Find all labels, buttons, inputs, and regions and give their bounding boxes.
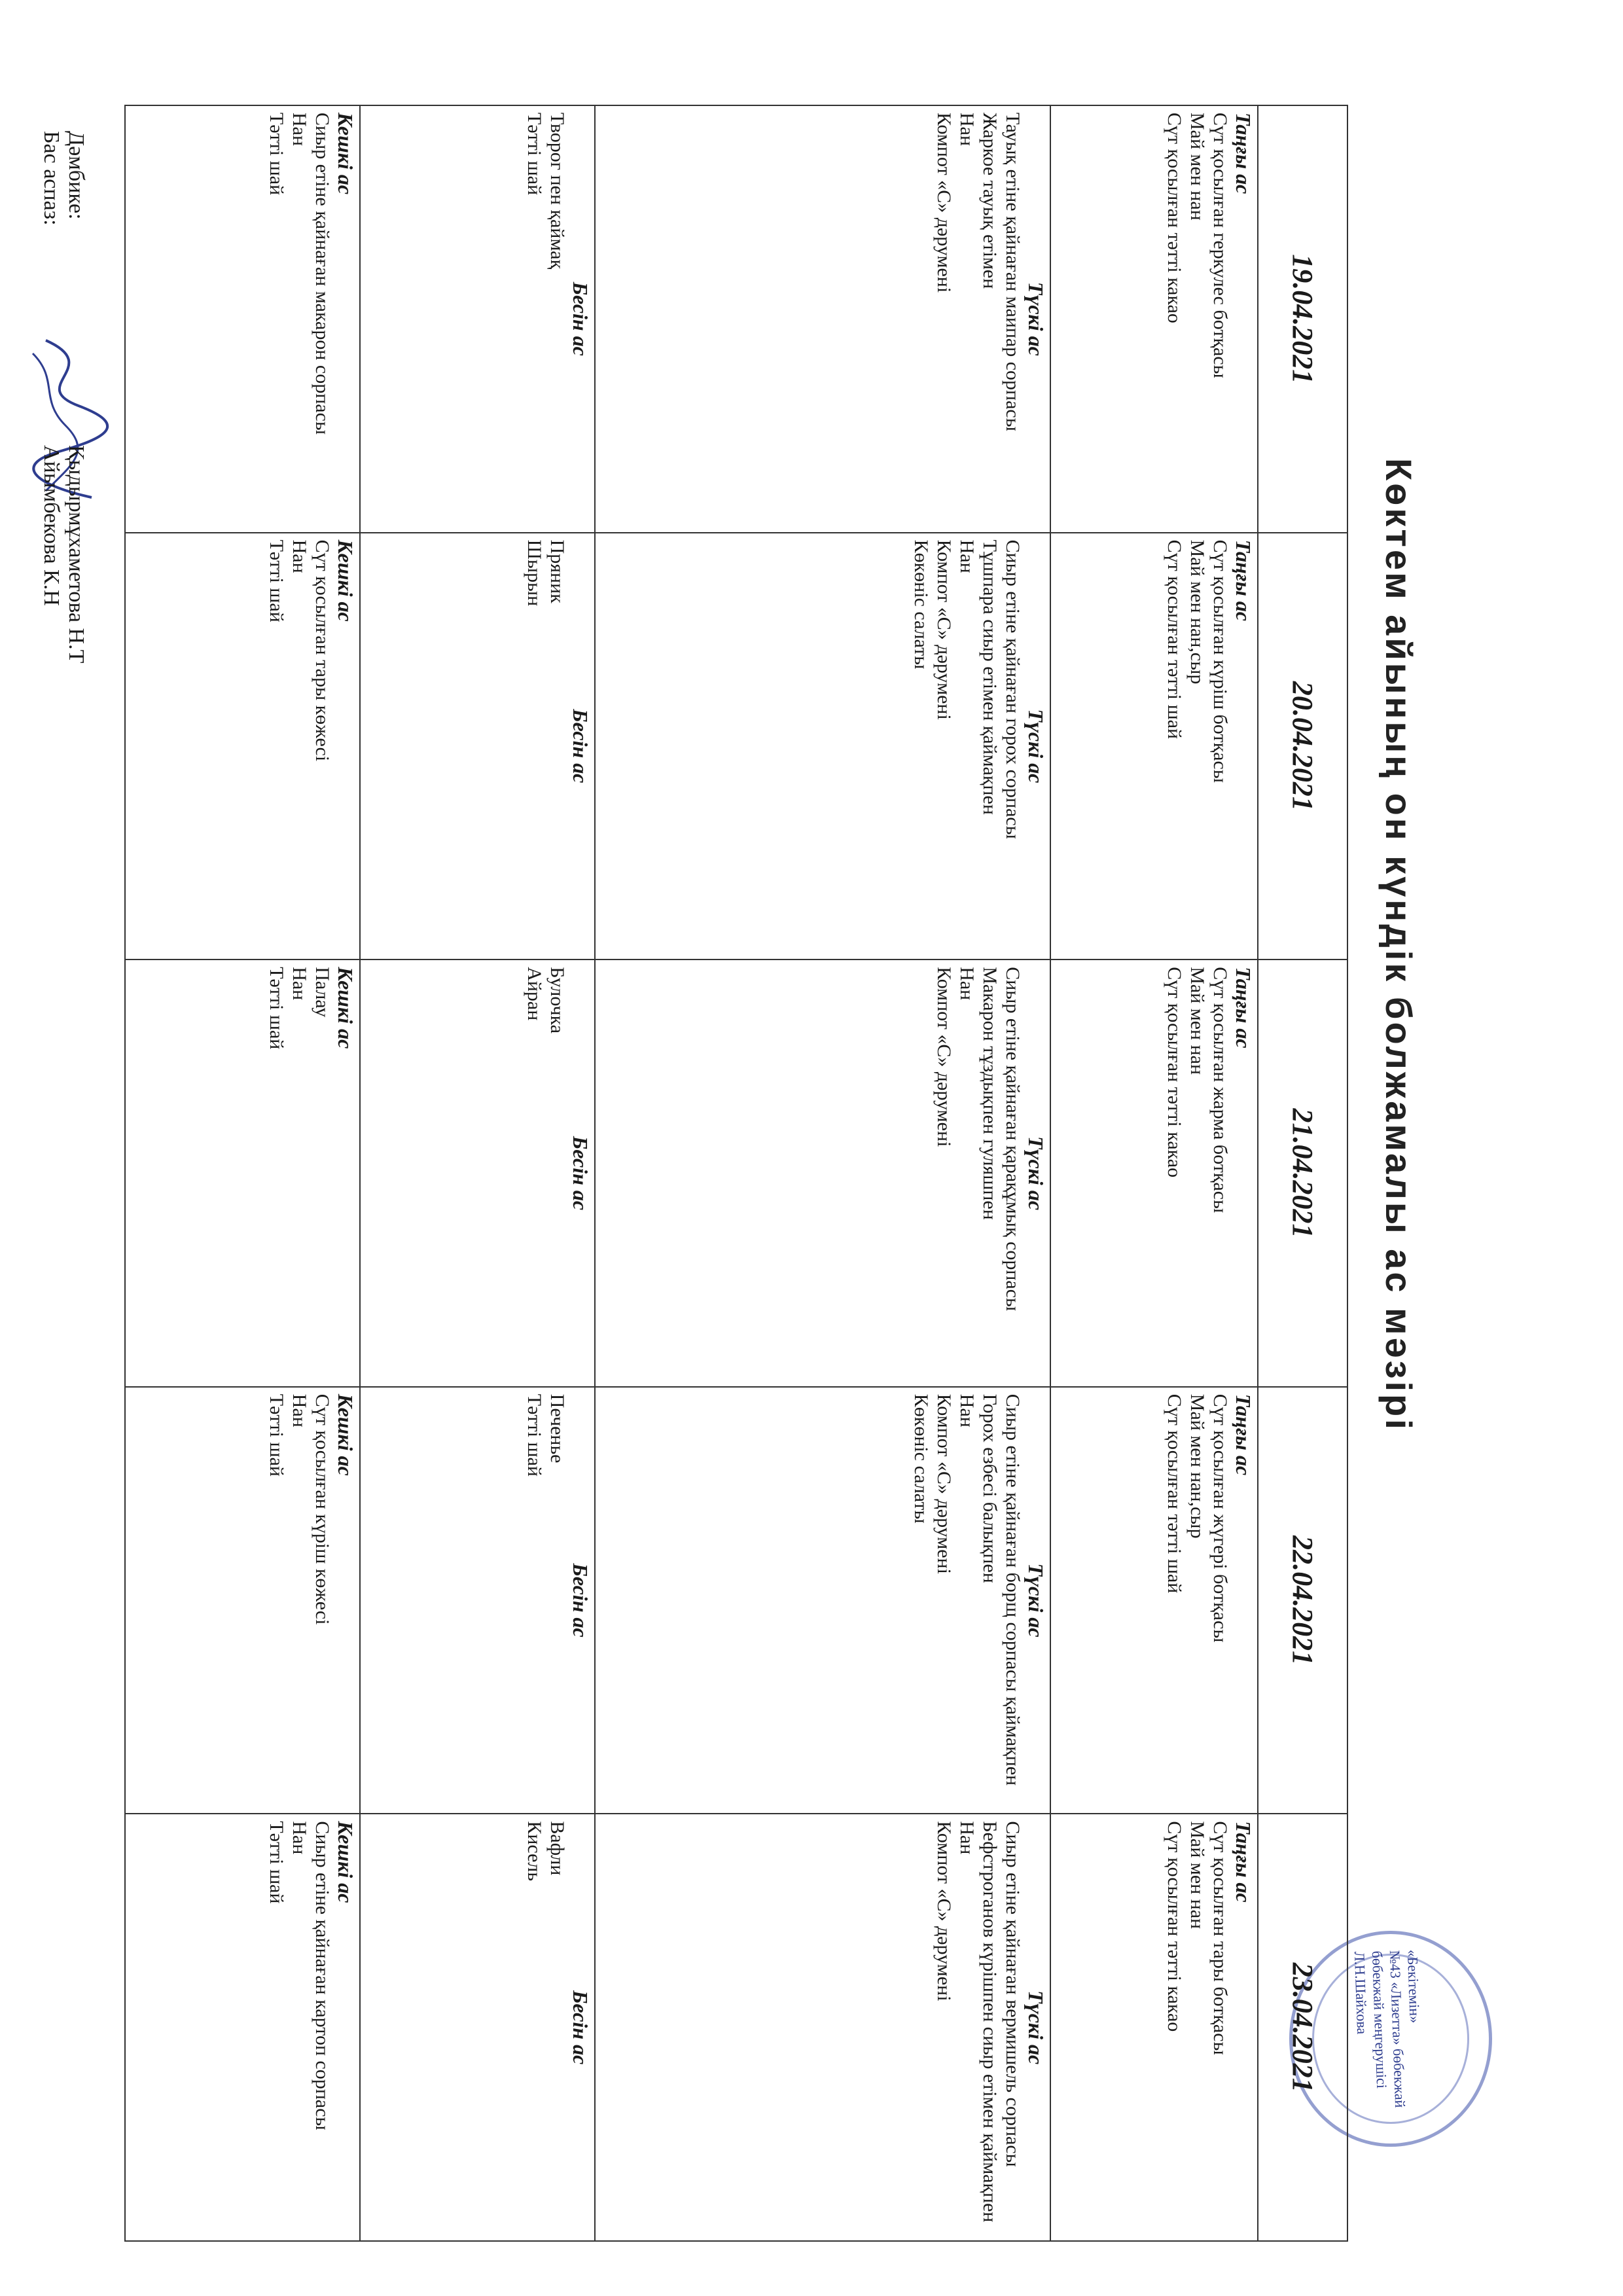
dish-item: Горох езбесі балықпен: [979, 1393, 1001, 1583]
dish-item: Тәтті шай: [265, 1393, 287, 1477]
dish-item: Сиыр етіне қайнаған қарақұмық сорпасы: [1002, 967, 1024, 1312]
dish-item: Сиыр етіне қайнаған горох сорпасы: [1002, 539, 1024, 839]
dish-item: Макарон тұздықпен гуляшпен: [979, 967, 1001, 1220]
date-header: 23.04.2021: [1258, 1814, 1347, 2241]
dish-item: Сиыр етіне қайнаған вермишель сорпасы: [1002, 1821, 1024, 2167]
meal-label: Бесін ас: [568, 1563, 592, 1638]
dietitian-label: Дәмбике:: [64, 131, 88, 220]
meal-label: Таңғы ас: [1231, 539, 1255, 621]
dish-item: Пряник: [546, 539, 568, 603]
dish-item: Компот «С» дәрумені: [933, 539, 955, 720]
meal-label: Кешкі ас: [333, 113, 357, 195]
dish-item: Нан: [956, 1821, 978, 1855]
dish-item: Көкөніс салаты: [910, 539, 933, 670]
meal-cell: [360, 960, 595, 1387]
dish-item: Жаркое тауық етімен: [979, 113, 1001, 289]
snack-row: [360, 105, 595, 2241]
dish-item: Тәтті шай: [523, 113, 545, 196]
page-title: Көктем айының он күндік болжамалы ас мәзірі: [1378, 458, 1419, 1432]
date-header: 22.04.2021: [1258, 1387, 1347, 1814]
dish-item: Көкөніс салаты: [910, 1393, 933, 1524]
meal-cell: [1050, 105, 1258, 533]
meal-cell: [125, 105, 360, 533]
dish-item: Май мен нан: [1186, 113, 1208, 221]
meal-cell: [125, 533, 360, 960]
dish-item: Нан: [288, 1821, 310, 1855]
date-row: [1258, 105, 1347, 2241]
meal-label: Бесін ас: [568, 281, 592, 356]
meal-label: Түскі ас: [1024, 709, 1048, 783]
dish-item: Сиыр етіне қайнаған картоп сорпасы: [311, 1821, 333, 2130]
dish-item: Май мен нан: [1186, 1821, 1208, 1929]
meal-label: Бесін ас: [568, 1136, 592, 1211]
meal-cell: [1050, 533, 1258, 960]
date-header: 19.04.2021: [1258, 105, 1347, 533]
lunch-row: [595, 105, 1051, 2241]
meal-cell: [360, 1814, 595, 2241]
meal-cell: [125, 1387, 360, 1814]
meal-label: Кешкі ас: [333, 1821, 357, 1903]
dish-item: Тұшпара сиыр етімен қаймақпен: [979, 539, 1001, 815]
approval-block: [1351, 1949, 1432, 2259]
dish-item: Тәтті шай: [265, 1821, 287, 1904]
meal-cell: [1050, 1814, 1258, 2241]
dish-item: Май мен нан,сыр: [1186, 539, 1208, 685]
approval-line: «Бекітемін»: [1404, 1949, 1423, 2024]
dish-item: Сиыр етіне қайнаған макарон сорпасы: [311, 113, 333, 435]
dish-item: Май мен нан: [1186, 967, 1208, 1075]
meal-label: Таңғы ас: [1231, 967, 1255, 1049]
dish-item: Палау: [311, 967, 333, 1018]
dish-item: Нан: [956, 539, 978, 573]
dish-item: Айран: [523, 967, 545, 1021]
dish-item: Тауық етіне қайнаған маипар сорпасы: [1002, 113, 1024, 431]
meal-cell: [360, 105, 595, 533]
dish-item: Нан: [288, 113, 310, 147]
dish-item: Тәтті шай: [265, 539, 287, 622]
dish-item: Кисель: [523, 1821, 545, 1882]
dish-item: Сүт қосылған тәтті какао: [1163, 1821, 1185, 2032]
dish-item: Бефстроганов күрішпен сиыр етімен қаймақпен: [979, 1821, 1001, 2223]
dish-item: Сүт қосылған тәтті какао: [1163, 967, 1185, 1178]
approval-line: бөбекжай меңгерушісі: [1368, 1950, 1391, 2089]
meal-label: Таңғы ас: [1231, 113, 1255, 194]
dish-item: Нан: [288, 1393, 310, 1427]
meal-cell: [595, 105, 1051, 533]
dish-item: Шырын: [523, 539, 545, 607]
dish-item: Сүт қосылған геркулес ботқасы: [1209, 113, 1231, 378]
dish-item: Сүт қосылған тары көжесі: [311, 539, 333, 762]
dish-item: Нан: [956, 113, 978, 147]
dinner-row: [125, 105, 360, 2241]
dish-item: Май мен нан,сыр: [1186, 1393, 1208, 1539]
meal-cell: [595, 533, 1051, 960]
dish-item: Вафли: [546, 1821, 568, 1876]
meal-cell: [1050, 1387, 1258, 1814]
meal-label: Таңғы ас: [1231, 1393, 1255, 1476]
meal-cell: [1050, 960, 1258, 1387]
dish-item: Творог пен қаймақ: [546, 113, 568, 270]
meal-cell: [125, 960, 360, 1387]
dish-item: Тәтті шай: [265, 113, 287, 196]
dish-item: Компот «С» дәрумені: [933, 967, 955, 1147]
dish-item: Компот «С» дәрумені: [933, 113, 955, 293]
dietitian-name: Қыдырмұхаметова Н.Т: [64, 445, 88, 664]
dish-item: Компот «С» дәрумені: [933, 1821, 955, 2001]
meal-label: Кешкі ас: [333, 967, 357, 1049]
dish-item: Тәтті шай: [523, 1393, 545, 1477]
meal-cell: [595, 1387, 1051, 1814]
dish-item: Сүт қосылған тәтті какао: [1163, 113, 1185, 323]
meal-label: Түскі ас: [1024, 1563, 1048, 1638]
cook-line: [39, 131, 63, 663]
dish-item: Сүт қосылған тәтті шай: [1163, 1393, 1185, 1594]
approval-line: №43 «Лизетта» бөбекжай: [1386, 1950, 1409, 2108]
breakfast-row: [1050, 105, 1258, 2241]
meal-cell: [125, 1814, 360, 2241]
dish-item: Сүт қосылған жарма ботқасы: [1209, 967, 1231, 1213]
date-header: 21.04.2021: [1258, 960, 1347, 1387]
dish-item: Нан: [288, 967, 310, 1001]
signatures-footer: [39, 131, 88, 663]
meal-cell: [360, 1387, 595, 1814]
meal-label: Бесін ас: [568, 709, 592, 783]
meal-label: Түскі ас: [1024, 1136, 1048, 1211]
dish-item: Сүт қосылған тәтті шай: [1163, 539, 1185, 740]
meal-label: Кешкі ас: [333, 1393, 357, 1476]
dish-item: Печенье: [546, 1393, 568, 1463]
cook-name: Айымбекова К.Н: [39, 445, 63, 606]
meal-cell: [360, 533, 595, 960]
meal-label: Түскі ас: [1024, 1990, 1048, 2065]
dish-item: Сүт қосылған жүгері ботқасы: [1209, 1393, 1231, 1643]
meal-label: Түскі ас: [1024, 281, 1048, 356]
meal-cell: [595, 1814, 1051, 2241]
dish-item: Сүт қосылған күріш ботқасы: [1209, 539, 1231, 783]
meal-label: Кешкі ас: [333, 539, 357, 622]
dietitian-line: [63, 131, 88, 663]
dish-item: Нан: [288, 539, 310, 573]
dish-item: Сүт қосылған күріш көжесі: [311, 1393, 333, 1625]
dish-item: Булочка: [546, 967, 568, 1034]
approval-line: Л.Н.Шайхова: [1351, 1951, 1371, 2035]
dish-item: Сиыр етіне қайнаған борщ сорпасы қаймақпен: [1002, 1393, 1024, 1786]
dish-item: Тәтті шай: [265, 967, 287, 1050]
date-header: 20.04.2021: [1258, 533, 1347, 960]
meal-label: Таңғы ас: [1231, 1821, 1255, 1903]
menu-table: [124, 105, 1348, 2242]
dish-item: Нан: [956, 1393, 978, 1427]
cook-label: Бас аспаз:: [39, 131, 63, 226]
meal-label: Бесін ас: [568, 1990, 592, 2065]
meal-cell: [595, 960, 1051, 1387]
dish-item: Нан: [956, 967, 978, 1001]
dish-item: Сүт қосылған тары ботқасы: [1209, 1821, 1231, 2055]
dish-item: Компот «С» дәрумені: [933, 1393, 955, 1574]
